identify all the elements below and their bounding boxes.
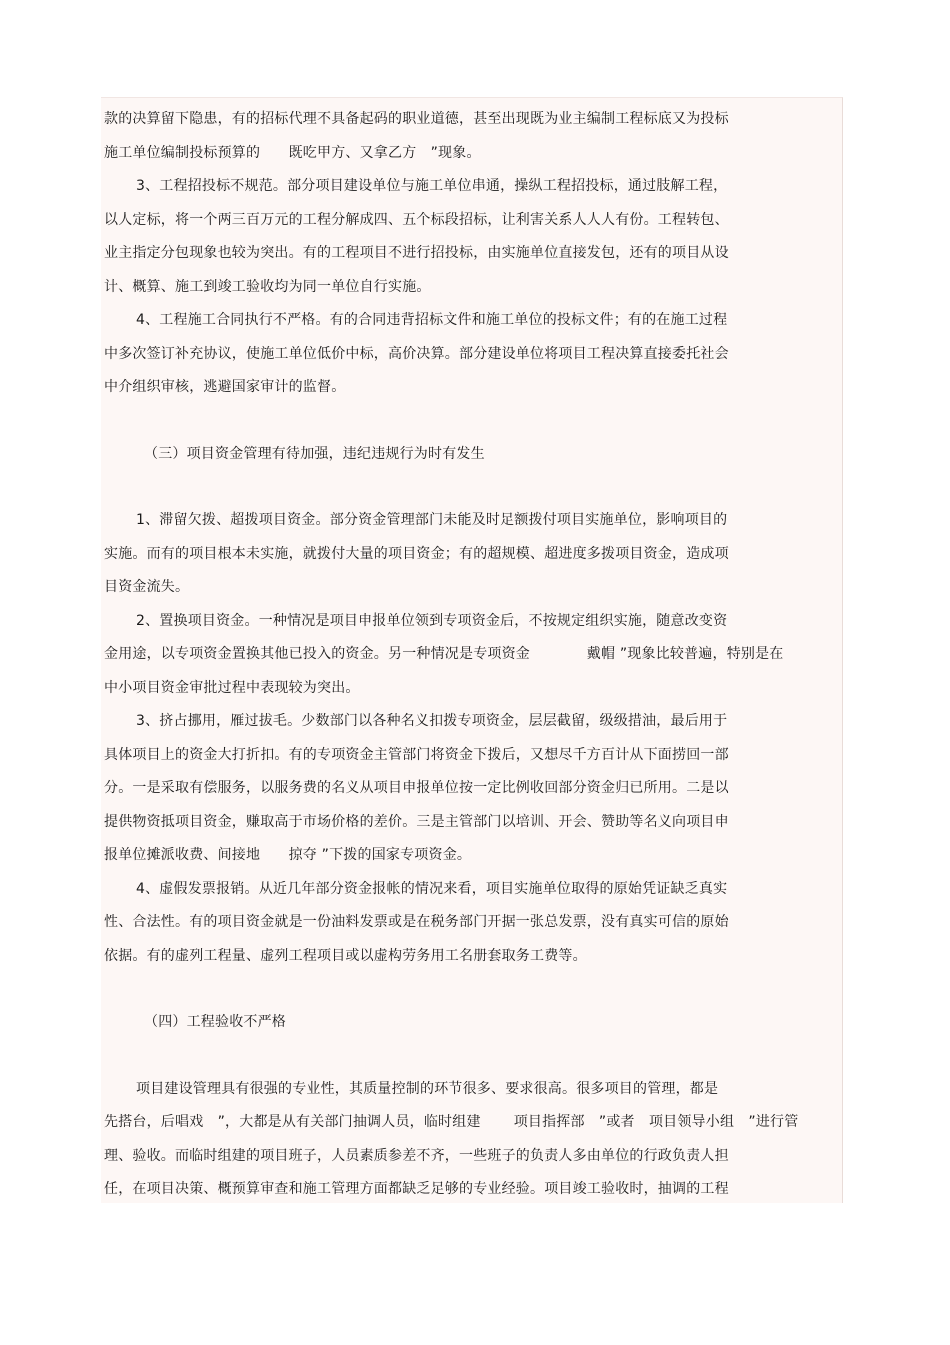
text-line: 分。一是采取有偿服务，以服务费的名义从项目申报单位按一定比例收回部分资金归已所用。二是以 <box>104 780 729 796</box>
text-line: 业主指定分包现象也较为突出。有的工程项目不进行招投标，由实施单位直接发包，还有的项目从设 <box>104 245 729 261</box>
text-line: 金用途，以专项资金置换其他已投入的资金。另一种情况是专项资金 戴帽 ”现象比较普遍，特别是在 <box>104 646 784 662</box>
paragraph-start: 4、工程施工合同执行不严格。有的合同违背招标文件和施工单位的投标文件；有的在施工过程 <box>136 312 728 328</box>
text-line: 中小项目资金审批过程中表现较为突出。 <box>104 679 360 696</box>
section-heading: （三）项目资金管理有待加强，违纪违规行为时有发生 <box>144 445 485 462</box>
paragraph-start: 项目建设管理具有很强的专业性，其质量控制的环节很多、要求很高。很多项目的管理，都是 <box>136 1080 719 1097</box>
text-line: 款的决算留下隐患，有的招标代理不具备起码的职业道德，甚至出现既为业主编制工程标底又为投标 <box>104 111 729 127</box>
paragraph-start: 3、挤占挪用，雁过拔毛。少数部门以各种名义扣拨专项资金，层层截留，级级措油，最后用于 <box>136 713 728 729</box>
text-line: 依据。有的虚列工程量、虚列工程项目或以虚构劳务用工名册套取务工费等。 <box>104 947 587 964</box>
text-line: 目资金流失。 <box>104 579 190 595</box>
section-heading: （四）工程验收不严格 <box>144 1014 286 1030</box>
text-line: 实施。而有的项目根本未实施，就拨付大量的项目资金；有的超规模、超进度多拨项目资金，造成项 <box>104 545 729 562</box>
text-line: 性、合法性。有的项目资金就是一份油料发票或是在税务部门开据一张总发票，没有真实可信的原始 <box>104 914 729 930</box>
text-line: 提供物资抵项目资金，赚取高于市场价格的差价。三是主管部门以培训、开会、赞助等名义向项目申 <box>104 813 729 830</box>
text-line: 理、验收。而临时组建的项目班子，人员素质参差不齐，一些班子的负责人多由单位的行政负责人担 <box>104 1147 729 1164</box>
text-line: 施工单位编制投标预算的 既吃甲方、又拿乙方 ”现象。 <box>104 144 481 161</box>
text-line: 任，在项目决策、概预算审查和施工管理方面都缺乏足够的专业经验。项目竣工验收时，抽调的工程 <box>104 1181 729 1197</box>
text-line: 以人定标，将一个两三百万元的工程分解成四、五个标段招标，让利害关系人人人有份。工程转包、 <box>104 211 729 228</box>
paragraph-start: 1、滞留欠拨、超拨项目资金。部分资金管理部门未能及时足额拨付项目实施单位，影响项目的 <box>136 512 728 528</box>
text-line: 计、概算、施工到竣工验收均为同一单位自行实施。 <box>104 278 431 295</box>
document-body <box>104 103 839 1207</box>
text-line: 先搭台，后唱戏 ”，大都是从有关部门抽调人员，临时组建 项目指挥部 ”或者 项目领导小组 ”进行管 <box>104 1114 799 1130</box>
paragraph-start: 4、虚假发票报销。从近几年部分资金报帐的情况来看，项目实施单位取得的原始凭证缺乏真实 <box>136 880 728 897</box>
text-line: 具体项目上的资金大打折扣。有的专项资金主管部门将资金下拨后，又想尽千方百计从下面捞回一部 <box>104 746 729 763</box>
paragraph-start: 3、工程招投标不规范。部分项目建设单位与施工单位串通，操纵工程招投标，通过肢解工程， <box>136 178 728 194</box>
text-line: 报单位摊派收费、间接地 掠夺 ”下拨的国家专项资金。 <box>104 847 472 863</box>
paragraph-start: 2、置换项目资金。一种情况是项目申报单位领到专项资金后，不按规定组织实施，随意改变资 <box>136 612 728 629</box>
text-line: 中介组织审核，逃避国家审计的监督。 <box>104 379 346 395</box>
text-line: 中多次签订补充协议，使施工单位低价中标，高价决算。部分建设单位将项目工程决算直接委托社会 <box>104 345 729 362</box>
